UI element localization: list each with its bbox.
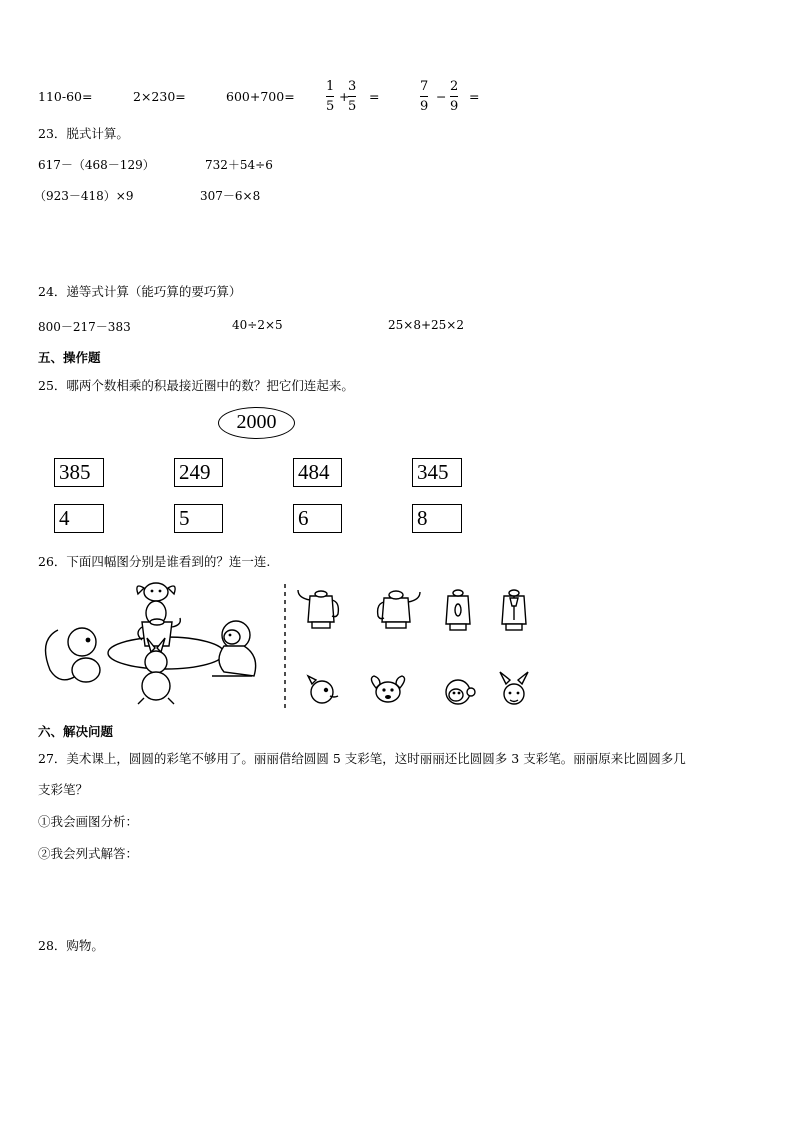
denominator: 9 [420,99,429,114]
number-box-bottom-4[interactable]: 8 [412,504,462,533]
teapot-view-front-handle [446,590,470,630]
q24-expr-3: 25×8+25×2 [388,318,464,332]
number-box-top-3[interactable]: 484 [293,458,342,487]
q22-expr-1: 110-60= [38,89,93,104]
number-box-top-1[interactable]: 385 [54,458,104,487]
animals-around-table-illustration [36,580,276,710]
q23-expr-4: 307－6×8 [200,189,261,203]
denominator: 5 [326,99,335,114]
number-box-bottom-1[interactable]: 4 [54,504,104,533]
q23-expr-1: 617－（468－129） [38,158,155,172]
dog-head-icon [371,676,404,702]
denominator: 5 [348,99,357,114]
number-box-bottom-2[interactable]: 5 [174,504,223,533]
monkey-head-icon [446,680,475,704]
teapot-view-side-right [378,591,420,628]
dashed-divider [282,584,288,712]
numerator: 1 [326,79,335,94]
section-5-heading: 五、操作题 [38,350,101,365]
number-box-bottom-3[interactable]: 6 [293,504,342,533]
equals-sign: = [469,89,480,104]
q22-expr-2: 2×230= [133,89,186,104]
q25-title: 25．哪两个数相乘的积最接近圈中的数？把它们连起来。 [38,378,354,393]
q24-expr-1: 800－217－383 [38,320,131,334]
denominator: 9 [450,99,459,114]
squirrel-figure [46,628,101,682]
target-circle: 2000 [218,407,295,439]
teapot-view-side-left [298,590,338,628]
numerator: 3 [348,79,357,94]
plus-sign: + [339,89,350,104]
q27-text-line-1: 27．美术课上，圆圆的彩笔不够用了。丽丽借给圆圆 5 支彩笔，这时丽丽还比圆圆多 3 支彩笔。丽丽原来比圆圆多几 [38,751,686,766]
fraction-7-9 [420,79,428,114]
q24-expr-2: 40÷2×5 [232,318,283,332]
q24-title: 24．递等式计算（能巧算的要巧算） [38,284,242,299]
q23-expr-3: （923－418）×9 [34,189,134,203]
minus-sign: − [436,89,447,104]
animal-heads-row [296,670,536,714]
squirrel-head-icon [308,676,338,703]
q23-title: 23．脱式计算。 [38,126,129,141]
number-box-top-2[interactable]: 249 [174,458,223,487]
q27-part-1: ①我会画图分析： [38,814,139,829]
rabbit-head-icon [500,672,528,704]
q28-title: 28．购物。 [38,938,104,953]
numerator: 7 [420,79,429,94]
q27-text-line-2: 支彩笔？ [38,782,89,797]
q27-part-2: ②我会列式解答： [38,846,139,861]
section-6-heading: 六、解决问题 [38,724,114,739]
fraction-2-9 [450,79,458,114]
fraction-1-5 [326,79,334,114]
number-box-top-4[interactable]: 345 [412,458,462,487]
fraction-3-5 [348,79,356,114]
q22-expr-3: 600+700= [226,89,295,104]
q26-title: 26．下面四幅图分别是谁看到的？连一连. [38,554,271,569]
equals-sign: = [369,89,380,104]
numerator: 2 [450,79,459,94]
q23-expr-2: 732＋54÷6 [205,158,273,172]
teapot-views-row [296,584,536,634]
teapot-view-front-spout [502,590,526,630]
